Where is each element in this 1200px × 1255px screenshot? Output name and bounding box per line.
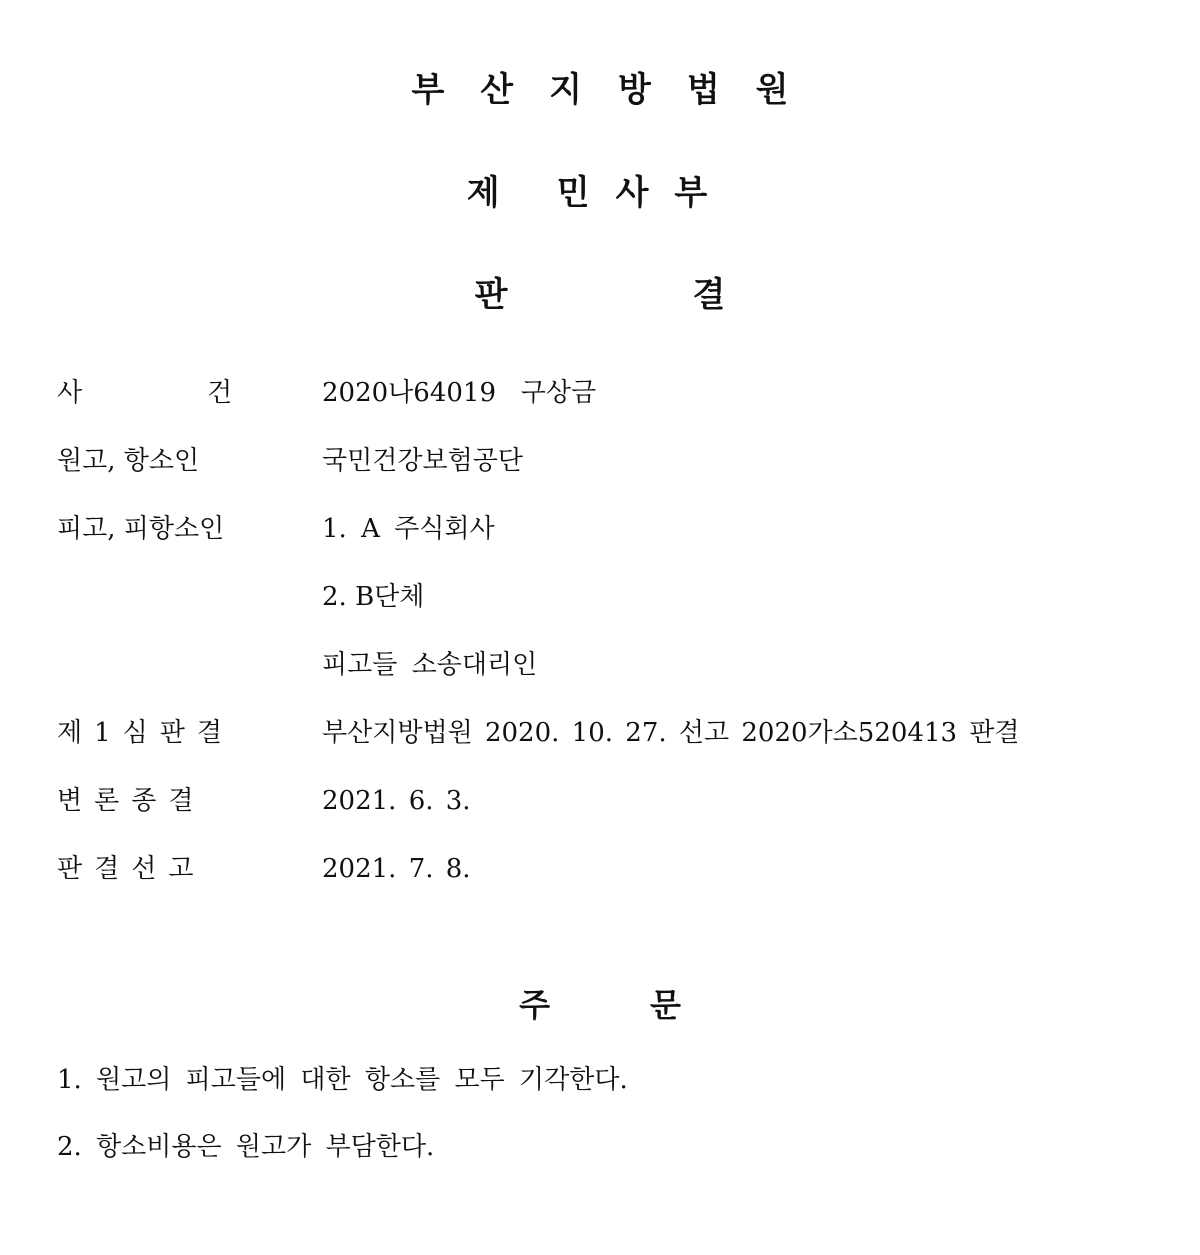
case-number: 2020나64019 구상금 bbox=[322, 378, 597, 408]
pronouncement-label: 판결선고 bbox=[57, 854, 206, 884]
case-info-row-first-instance bbox=[57, 713, 1157, 753]
case-info-row-defendant-2 bbox=[57, 577, 1157, 617]
division-number: 제 bbox=[466, 173, 500, 213]
case-info-row-plaintiff bbox=[57, 441, 1157, 481]
plaintiff-name: 국민건강보험공단 bbox=[322, 446, 523, 476]
order-title-first: 주 bbox=[519, 986, 550, 1024]
case-info-row-pronouncement bbox=[57, 849, 1157, 889]
case-label-second: 건 bbox=[207, 378, 233, 408]
plaintiff-label: 원고, 항소인 bbox=[57, 446, 200, 476]
judgment-title-first: 판 bbox=[474, 275, 508, 315]
case-label bbox=[57, 373, 287, 413]
division-heading bbox=[0, 173, 1200, 213]
closing-label: 변론종결 bbox=[57, 786, 206, 816]
case-label-first: 사 bbox=[57, 378, 83, 408]
judgment-title bbox=[0, 275, 1200, 315]
first-instance-label: 제1심판결 bbox=[57, 718, 235, 748]
order-item-2: 2. 항소비용은 원고가 부담한다. bbox=[57, 1132, 435, 1162]
judgment-title-second: 결 bbox=[692, 275, 726, 315]
division-name: 민사부 bbox=[556, 173, 734, 213]
case-info-row-case bbox=[57, 373, 1157, 413]
defendant-label: 피고, 피항소인 bbox=[57, 514, 225, 544]
first-instance-judgment: 부산지방법원 2020. 10. 27. 선고 2020가소520413 판결 bbox=[322, 718, 1020, 748]
closing-date: 2021. 6. 3. bbox=[322, 786, 471, 816]
pronouncement-date: 2021. 7. 8. bbox=[322, 854, 471, 884]
order-item-1: 1. 원고의 피고들에 대한 항소를 모두 기각한다. bbox=[57, 1065, 628, 1095]
case-info-row-defendant-counsel bbox=[57, 645, 1157, 685]
defendant-2: 2. B단체 bbox=[322, 582, 425, 612]
order-section-title bbox=[0, 985, 1200, 1025]
case-info-row-defendant bbox=[57, 509, 1157, 549]
defendant-counsel: 피고들 소송대리인 bbox=[322, 650, 538, 680]
defendant-1: 1. A 주식회사 bbox=[322, 514, 495, 544]
court-name: 부산지방법원 bbox=[411, 70, 825, 110]
order-title-second: 문 bbox=[650, 986, 681, 1024]
case-info-row-closing bbox=[57, 781, 1157, 821]
